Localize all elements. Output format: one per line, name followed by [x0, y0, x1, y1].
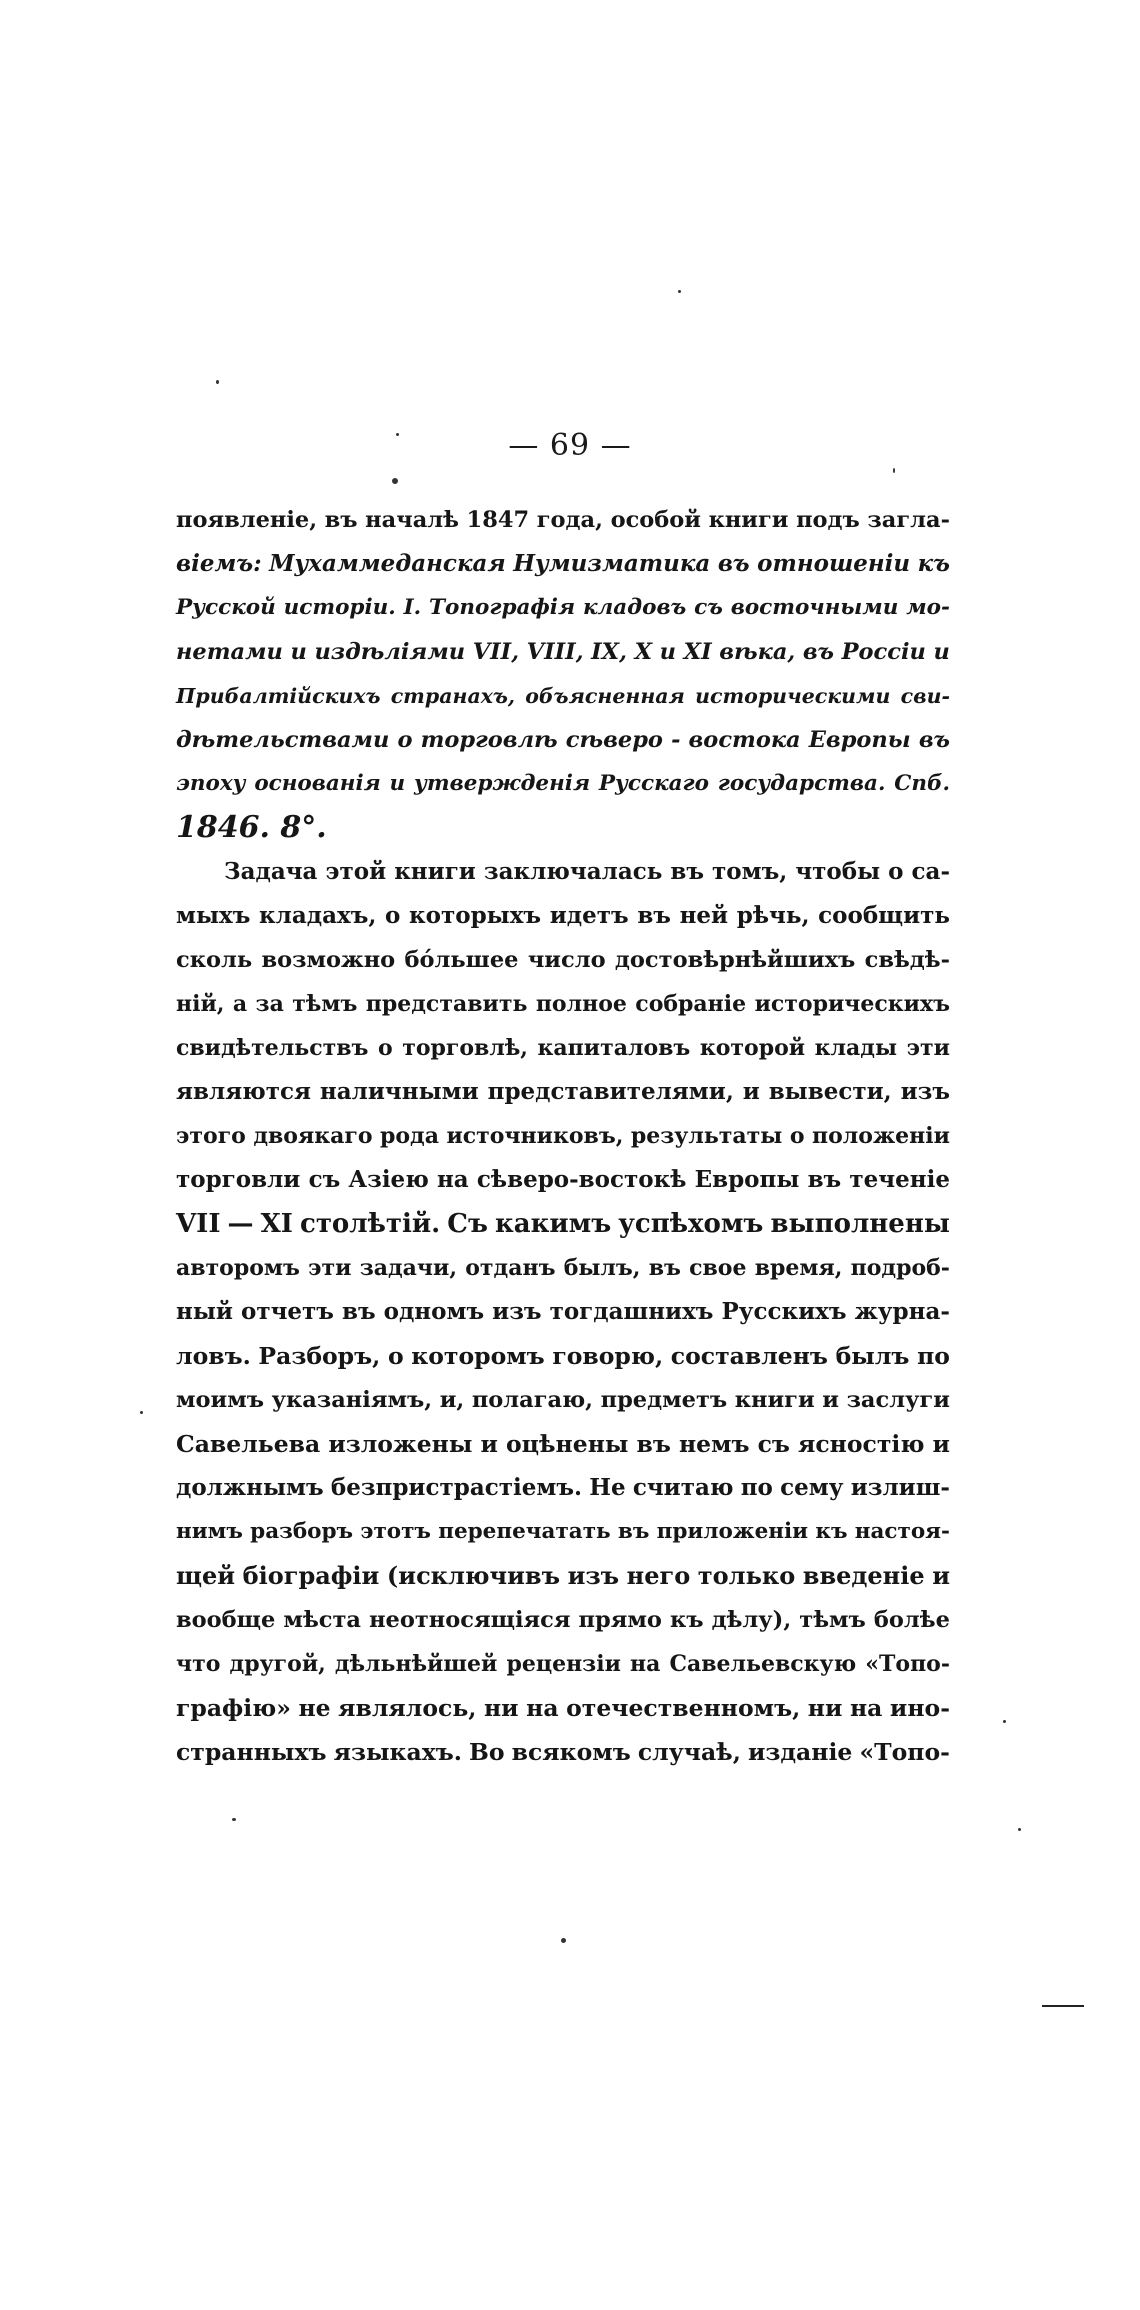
paragraph-2-line-12: ловъ. Разборъ, о которомъ говорю, составленъ былъ по	[176, 1342, 950, 1370]
scan-speck	[678, 290, 681, 293]
paragraph-2-line-20: графію» не являлось, ни на отечественномъ, ни на ино-	[176, 1694, 950, 1722]
paragraph-1-line-5: Прибалтійскихъ странахъ, объясненная историческими сви-	[176, 684, 950, 708]
paragraph-2-line-16: нимъ разборъ этотъ перепечатать въ приложеніи къ настоя-	[176, 1519, 950, 1544]
paragraph-2-line-13: моимъ указаніямъ, и, полагаю, предметъ книги и заслуги	[176, 1387, 950, 1413]
paragraph-1-line-2: віемъ: Мухаммеданская Нумизматика въ отношеніи къ	[176, 550, 950, 577]
scan-speck	[1003, 1720, 1006, 1723]
paragraph-1-line-3: Русской исторіи. I. Топографія кладовъ съ восточными мо-	[176, 595, 950, 620]
scan-speck	[893, 468, 895, 473]
page-number: — 69 —	[508, 428, 632, 463]
margin-rule	[1042, 2005, 1084, 2007]
paragraph-2-line-11: ный отчетъ въ одномъ изъ тогдашнихъ Русскихъ журна-	[176, 1298, 950, 1325]
scan-speck	[396, 433, 399, 436]
scan-speck	[561, 1938, 566, 1943]
paragraph-2-line-18: вообще мѣста неотносящіяся прямо къ дѣлу), тѣмъ болѣе	[176, 1607, 950, 1633]
scan-speck	[140, 1411, 143, 1414]
paragraph-2-line-14: Савельева изложены и оцѣнены въ немъ съ ясностію и	[176, 1430, 950, 1458]
paragraph-1-line-4: нетами и издѣліями VII, VIII, IX, X и XI вѣка, въ Россіи и	[176, 639, 950, 665]
paragraph-2-line-5: свидѣтельствъ о торговлѣ, капиталовъ которой клады эти	[176, 1035, 950, 1061]
text-block	[176, 498, 950, 1774]
paragraph-2-line-10: авторомъ эти задачи, отданъ былъ, въ свое время, подроб-	[176, 1255, 950, 1281]
paragraph-2-line-1: Задача этой книги заключалась въ томъ, чтобы о са-	[224, 858, 950, 885]
paragraph-1-line-6: дѣтельствами о торговлѣ сѣверо - востока Европы въ	[176, 727, 950, 753]
scan-speck	[232, 1818, 236, 1821]
paragraph-2-line-8: торговли съ Азіею на сѣверо-востокѣ Европы въ теченіе	[176, 1166, 950, 1193]
paragraph-2-line-2: мыхъ кладахъ, о которыхъ идетъ въ ней рѣчь, сообщить	[176, 902, 950, 929]
paragraph-1-line-8: 1846. 8°.	[176, 810, 327, 845]
paragraph-1-line-7: эпоху основанія и утвержденія Русскаго государства. Спб.	[176, 771, 950, 796]
paragraph-1-line-1: появленіе, въ началѣ 1847 года, особой книги подъ загла-	[176, 507, 950, 533]
paragraph-2	[176, 850, 950, 1774]
paragraph-2-line-4: ній, а за тѣмъ представить полное собраніе историческихъ	[176, 991, 950, 1017]
paragraph-2-line-3: сколь возможно бо́льшее число достовѣрнѣйшихъ свѣдѣ-	[176, 947, 950, 973]
paragraph-2-line-15: должнымъ безпристрастіемъ. Не считаю по сему излиш-	[176, 1474, 950, 1501]
paragraph-2-line-9: VII — XI столѣтій. Съ какимъ успѣхомъ выполнены	[176, 1209, 950, 1239]
scan-speck	[392, 478, 398, 484]
paragraph-2-line-21: странныхъ языкахъ. Во всякомъ случаѣ, изданіе «Топо-	[176, 1738, 950, 1766]
scan-speck	[1018, 1828, 1021, 1831]
paragraph-2-line-19: что другой, дѣльнѣйшей рецензіи на Савельевскую «Топо-	[176, 1651, 950, 1677]
paragraph-2-line-7: этого двоякаго рода источниковъ, результаты о положеніи	[176, 1123, 950, 1149]
paragraph-2-line-6: являются наличными представителями, и вывести, изъ	[176, 1078, 950, 1105]
scan-speck	[216, 380, 219, 384]
paragraph-2-line-17: щей біографіи (исключивъ изъ него только введеніе и	[176, 1561, 950, 1590]
